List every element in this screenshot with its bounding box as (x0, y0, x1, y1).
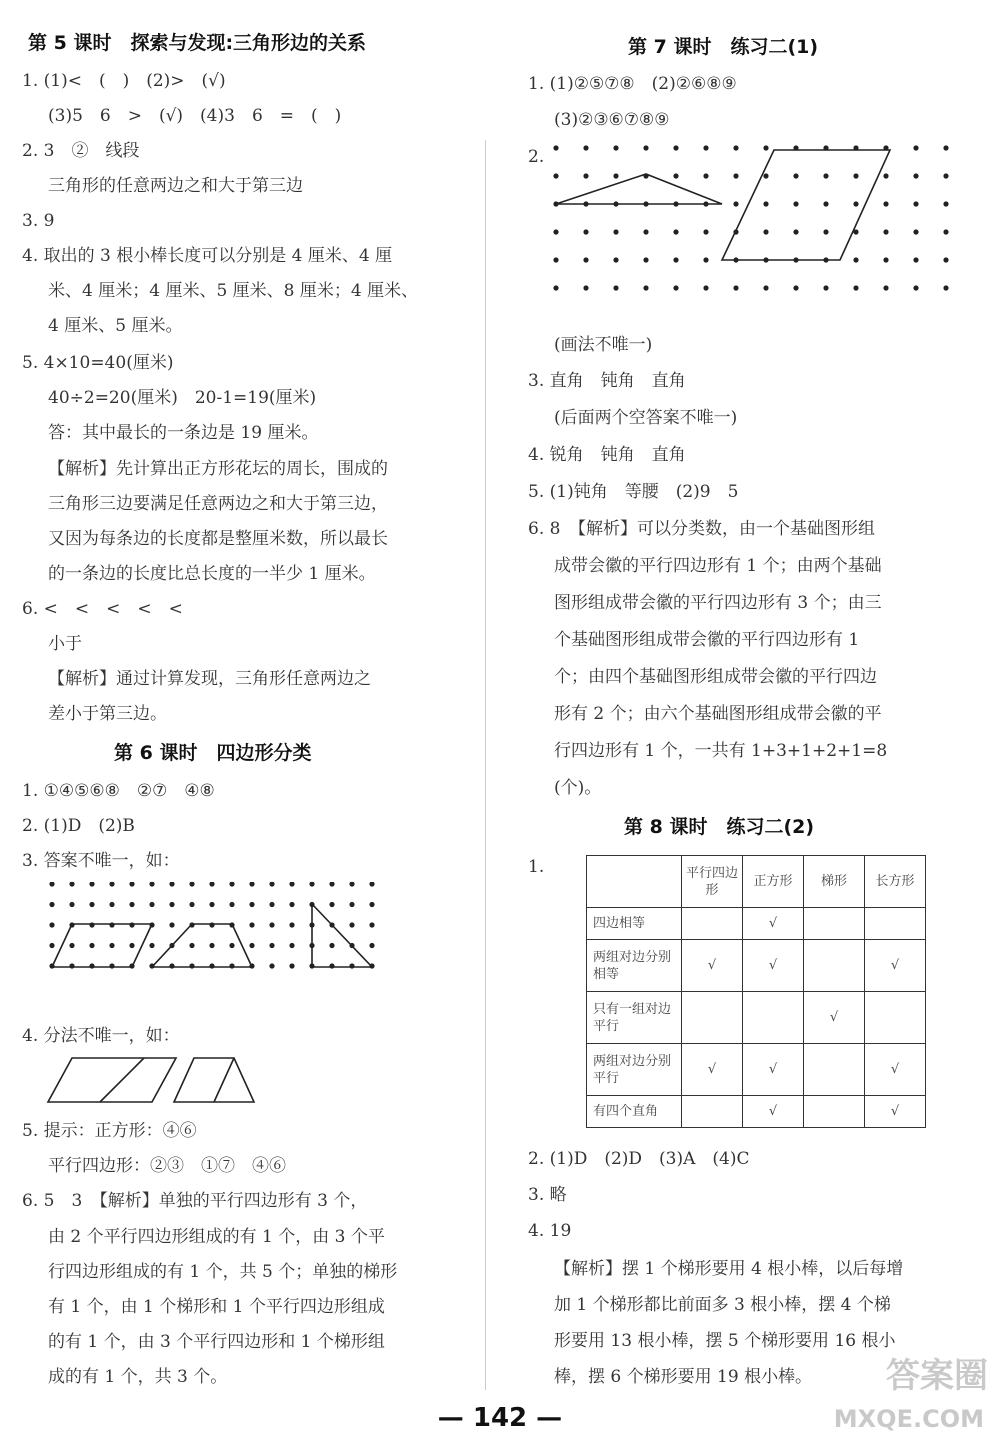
grid-dot (763, 229, 768, 234)
l5-q6c: 【解析】通过计算发现，三角形任意两边之 (48, 669, 371, 689)
grid-dot (109, 943, 114, 948)
l5-q3: 3. 9 (22, 211, 55, 231)
divided-trapezoid (174, 1058, 254, 1102)
grid-dot (329, 943, 334, 948)
grid-dot (613, 257, 618, 262)
grid-dot (553, 145, 558, 150)
grid-dot (673, 257, 678, 262)
grid-dot (89, 902, 94, 907)
l6-q5b: 平行四边形：②③ ①⑦ ④⑥ (48, 1156, 286, 1176)
table-header: 正方形 (743, 856, 804, 908)
grid-dot (583, 145, 588, 150)
grid-dot (169, 882, 174, 887)
l5-q5g: 的一条边的长度比总长度的一半少 1 厘米。 (48, 564, 376, 584)
table-cell: √ (865, 1096, 926, 1128)
table-cell (682, 1096, 743, 1128)
grid-dot (69, 882, 74, 887)
grid-dot (643, 229, 648, 234)
grid-dot (793, 201, 798, 206)
grid-dot (49, 902, 54, 907)
table-header: 长方形 (865, 856, 926, 908)
l5-q6a: 6. < < < < < (22, 599, 183, 619)
grid-dot (553, 257, 558, 262)
l6-q4-division-figure (44, 1056, 264, 1106)
grid-dot (703, 173, 708, 178)
grid-dot (329, 902, 334, 907)
l7-q1b: (3)②③⑥⑦⑧⑨ (554, 110, 670, 130)
grid-dot (853, 257, 858, 262)
l5-q5b: 40÷2=20(厘米) 20-1=19(厘米) (48, 388, 317, 408)
grid-dot (793, 285, 798, 290)
l6-q6b: 由 2 个平行四边形组成的有 1 个，由 3 个平 (48, 1227, 385, 1247)
obtuse-triangle-shape (556, 174, 722, 204)
grid-dot (703, 257, 708, 262)
l7-q6g: 行四边形有 1 个，一共有 1+3+1+2+1=8 (554, 741, 888, 761)
grid-dot (189, 882, 194, 887)
l7-q6c: 图形组成带会徽的平行四边形有 3 个；由三 (554, 593, 882, 613)
page-number: — 142 — (437, 1403, 563, 1433)
l8-q3: 3. 略 (528, 1185, 567, 1205)
grid-dot (289, 902, 294, 907)
grid-dot (553, 229, 558, 234)
l6-q4: 4. 分法不唯一，如： (22, 1026, 180, 1046)
l6-q3: 3. 答案不唯一，如： (22, 851, 180, 871)
grid-dot (349, 922, 354, 927)
table-cell: √ (865, 1044, 926, 1096)
grid-dot (883, 201, 888, 206)
grid-dot (823, 229, 828, 234)
grid-dot (189, 963, 194, 968)
grid-dot (853, 173, 858, 178)
grid-dot (823, 173, 828, 178)
grid-dot (89, 943, 94, 948)
grid-dot (613, 285, 618, 290)
grid-dot (673, 285, 678, 290)
table-cell (743, 992, 804, 1044)
grid-dot (209, 922, 214, 927)
grid-dot (209, 882, 214, 887)
grid-dot (763, 285, 768, 290)
table-row-label: 两组对边分别相等 (587, 940, 682, 992)
dot-grid (49, 882, 374, 969)
grid-dot (369, 882, 374, 887)
watermark-logo: 答案圈 (886, 1356, 988, 1396)
grid-dot (249, 922, 254, 927)
grid-dot (269, 963, 274, 968)
l6-q1: 1. ①④⑤⑥⑧ ②⑦ ④⑧ (22, 781, 215, 801)
grid-dot (703, 285, 708, 290)
l6-q2: 2. (1)D (2)B (22, 816, 135, 836)
l8-q4b: 加 1 个梯形都比前面多 3 根小棒，摆 4 个梯 (554, 1295, 891, 1315)
grid-dot (583, 229, 588, 234)
table-cell: √ (804, 992, 865, 1044)
grid-dot (89, 882, 94, 887)
grid-dot (943, 257, 948, 262)
l7-q2-note: (画法不唯一) (554, 335, 653, 355)
grid-dot (249, 943, 254, 948)
table-cell (804, 908, 865, 940)
table-cell (865, 992, 926, 1044)
grid-dot (673, 173, 678, 178)
grid-dot (69, 943, 74, 948)
l8-q4d: 棒，摆 6 个梯形要用 19 根小棒。 (554, 1367, 813, 1387)
grid-dot (209, 963, 214, 968)
l5-q5c: 答：其中最长的一条边是 19 厘米。 (48, 423, 319, 443)
table-cell (682, 908, 743, 940)
grid-dot (249, 882, 254, 887)
grid-dot (913, 285, 918, 290)
division-line (100, 1058, 144, 1102)
grid-dot (943, 229, 948, 234)
grid-dot (943, 285, 948, 290)
lesson-5-title: 第 5 课时 探索与发现:三角形边的关系 (28, 32, 367, 54)
l5-q2a: 2. 3 ② 线段 (22, 141, 140, 161)
grid-dot (733, 145, 738, 150)
grid-dot (109, 882, 114, 887)
grid-dot (269, 922, 274, 927)
l5-q5f: 又因为每条边的长度都是整厘米数，所以最长 (48, 529, 388, 549)
grid-dot (943, 201, 948, 206)
grid-dot (913, 145, 918, 150)
grid-dot (643, 145, 648, 150)
l6-q6a: 6. 5 3 【解析】单独的平行四边形有 3 个， (22, 1191, 368, 1211)
grid-dot (763, 145, 768, 150)
l8-q4c: 形要用 13 根小棒，摆 5 个梯形要用 16 根小 (554, 1331, 896, 1351)
table-cell (804, 940, 865, 992)
l7-q2-dot-grid-figure (552, 140, 958, 325)
grid-dot (229, 963, 234, 968)
l7-q3b: (后面两个空答案不唯一) (554, 408, 738, 428)
grid-dot (109, 963, 114, 968)
grid-dot (189, 902, 194, 907)
grid-dot (793, 229, 798, 234)
l6-q6e: 的有 1 个，由 3 个平行四边形和 1 个梯形组 (48, 1332, 385, 1352)
grid-dot (943, 145, 948, 150)
l5-q1a: 1. (1)< ( ) (2)> (√) (22, 71, 226, 91)
l5-q4c: 4 厘米、5 厘米。 (48, 316, 183, 336)
table-cell: √ (743, 908, 804, 940)
quadrilateral-properties-table (586, 855, 926, 1128)
l7-q1a: 1. (1)②⑤⑦⑧ (2)②⑥⑧⑨ (528, 74, 737, 94)
grid-dot (249, 902, 254, 907)
grid-dot (289, 943, 294, 948)
grid-dot (643, 285, 648, 290)
l8-q2: 2. (1)D (2)D (3)A (4)C (528, 1149, 750, 1169)
column-divider (485, 140, 486, 1390)
table-cell: √ (865, 940, 926, 992)
grid-dot (229, 882, 234, 887)
l7-q2-label: 2. (528, 147, 545, 167)
l5-q2b: 三角形的任意两边之和大于第三边 (48, 176, 303, 196)
table-row-label: 两组对边分别平行 (587, 1044, 682, 1096)
grid-dot (49, 943, 54, 948)
table-row-label: 有四个直角 (587, 1096, 682, 1128)
l7-q6h: (个)。 (554, 778, 602, 798)
table-row-label: 只有一组对边平行 (587, 992, 682, 1044)
grid-dot (349, 902, 354, 907)
grid-dot (269, 902, 274, 907)
grid-dot (329, 963, 334, 968)
lesson-6-title: 第 6 课时 四边形分类 (114, 742, 312, 764)
grid-dot (169, 902, 174, 907)
grid-dot (269, 882, 274, 887)
lesson-7-title: 第 7 课时 练习二(1) (628, 36, 819, 58)
grid-dot (329, 882, 334, 887)
table-cell: √ (682, 1044, 743, 1096)
l8-q1-label: 1. (528, 857, 545, 877)
grid-dot (149, 902, 154, 907)
trapezoid-shape (152, 924, 252, 967)
grid-dot (209, 902, 214, 907)
table-cell (682, 992, 743, 1044)
table-cell: √ (743, 1096, 804, 1128)
grid-dot (349, 882, 354, 887)
l7-q6f: 形有 2 个；由六个基础图形组成带会徽的平 (554, 704, 882, 724)
l5-q5e: 三角形三边要满足任意两边之和大于第三边， (48, 494, 388, 514)
grid-dot (189, 943, 194, 948)
grid-dot (613, 173, 618, 178)
grid-dot (349, 963, 354, 968)
divided-parallelogram (48, 1058, 176, 1102)
l6-q5a: 5. 提示：正方形：④⑥ (22, 1121, 197, 1141)
grid-dot (913, 257, 918, 262)
watermark-url: MXQE.COM (833, 1405, 984, 1433)
grid-dot (733, 173, 738, 178)
parallelogram-shape (52, 924, 152, 967)
grid-dot (913, 229, 918, 234)
lesson-8-title: 第 8 课时 练习二(2) (624, 816, 815, 838)
l5-q4a: 4. 取出的 3 根小棒长度可以分别是 4 厘米、4 厘 (22, 246, 393, 266)
l6-q6f: 成的有 1 个，共 3 个。 (48, 1367, 228, 1387)
grid-dot (149, 943, 154, 948)
grid-dot (763, 201, 768, 206)
grid-dot (129, 943, 134, 948)
l8-q4: 4. 19 (528, 1221, 572, 1241)
l6-q3-dot-grid-figure (44, 882, 384, 997)
triangle-shape (312, 904, 372, 967)
grid-dot (169, 922, 174, 927)
grid-dot (853, 285, 858, 290)
grid-dot (703, 145, 708, 150)
table-header: 梯形 (804, 856, 865, 908)
l6-q6c: 行四边形组成的有 1 个，共 5 个；单独的梯形 (48, 1262, 398, 1282)
l7-q4: 4. 锐角 钝角 直角 (528, 445, 686, 465)
table-row-label: 四边相等 (587, 908, 682, 940)
grid-dot (109, 902, 114, 907)
grid-dot (109, 922, 114, 927)
grid-dot (129, 902, 134, 907)
grid-dot (763, 173, 768, 178)
grid-dot (309, 882, 314, 887)
l5-q5d: 【解析】先计算出正方形花坛的周长，围成的 (48, 459, 388, 479)
grid-dot (269, 943, 274, 948)
grid-dot (89, 922, 94, 927)
grid-dot (823, 201, 828, 206)
l5-q1b: (3)5 6 > (√) (4)3 6 = ( ) (48, 106, 342, 126)
grid-dot (129, 882, 134, 887)
l7-q5: 5. (1)钝角 等腰 (2)9 5 (528, 482, 739, 502)
grid-dot (69, 963, 74, 968)
grid-dot (913, 173, 918, 178)
division-line-2 (214, 1058, 234, 1102)
grid-dot (613, 229, 618, 234)
grid-dot (229, 943, 234, 948)
table-cell: √ (743, 1044, 804, 1096)
grid-dot (853, 201, 858, 206)
dot-grid (553, 145, 948, 290)
grid-dot (733, 285, 738, 290)
grid-dot (229, 902, 234, 907)
grid-dot (613, 145, 618, 150)
grid-dot (369, 943, 374, 948)
grid-dot (643, 257, 648, 262)
l7-q6b: 成带会徽的平行四边形有 1 个；由两个基础 (554, 556, 882, 576)
grid-dot (883, 173, 888, 178)
grid-dot (553, 285, 558, 290)
l5-q4b: 米、4 厘米；4 厘米、5 厘米、8 厘米；4 厘米、 (48, 281, 419, 301)
grid-dot (289, 922, 294, 927)
l5-q5a: 5. 4×10=40(厘米) (22, 353, 174, 373)
grid-dot (943, 173, 948, 178)
grid-dot (149, 882, 154, 887)
grid-dot (289, 882, 294, 887)
grid-dot (583, 257, 588, 262)
grid-dot (289, 963, 294, 968)
grid-dot (49, 922, 54, 927)
l8-q4a: 【解析】摆 1 个梯形要用 4 根小棒，以后每增 (554, 1259, 904, 1279)
table-cell: √ (682, 940, 743, 992)
drawn-parallelogram-shape (722, 150, 890, 260)
grid-dot (369, 922, 374, 927)
table-header: 平行四边形 (682, 856, 743, 908)
grid-dot (673, 145, 678, 150)
grid-dot (703, 229, 708, 234)
grid-dot (553, 173, 558, 178)
l7-q3a: 3. 直角 钝角 直角 (528, 371, 686, 391)
grid-dot (883, 285, 888, 290)
l5-q6d: 差小于第三边。 (48, 704, 167, 724)
grid-dot (883, 257, 888, 262)
grid-dot (883, 229, 888, 234)
grid-dot (793, 173, 798, 178)
table-cell (804, 1096, 865, 1128)
l7-q6a: 6. 8 【解析】可以分类数，由一个基础图形组 (528, 519, 875, 539)
table-cell (865, 908, 926, 940)
grid-dot (733, 201, 738, 206)
grid-dot (913, 201, 918, 206)
grid-dot (583, 173, 588, 178)
l7-q6d: 个基础图形组成带会徽的平行四边形有 1 (554, 630, 860, 650)
grid-dot (129, 922, 134, 927)
table-corner-cell (587, 856, 682, 908)
grid-dot (209, 943, 214, 948)
grid-dot (369, 902, 374, 907)
l5-q6b: 小于 (48, 634, 82, 654)
grid-dot (89, 963, 94, 968)
grid-dot (583, 285, 588, 290)
grid-dot (823, 285, 828, 290)
grid-dot (169, 963, 174, 968)
grid-dot (69, 902, 74, 907)
table-cell: √ (743, 940, 804, 992)
l6-q6d: 有 1 个，由 1 个梯形和 1 个平行四边形组成 (48, 1297, 385, 1317)
grid-dot (673, 229, 678, 234)
grid-dot (49, 882, 54, 887)
l7-q6e: 个；由四个基础图形组成带会徽的平行四边 (554, 667, 877, 687)
table-cell (804, 1044, 865, 1096)
